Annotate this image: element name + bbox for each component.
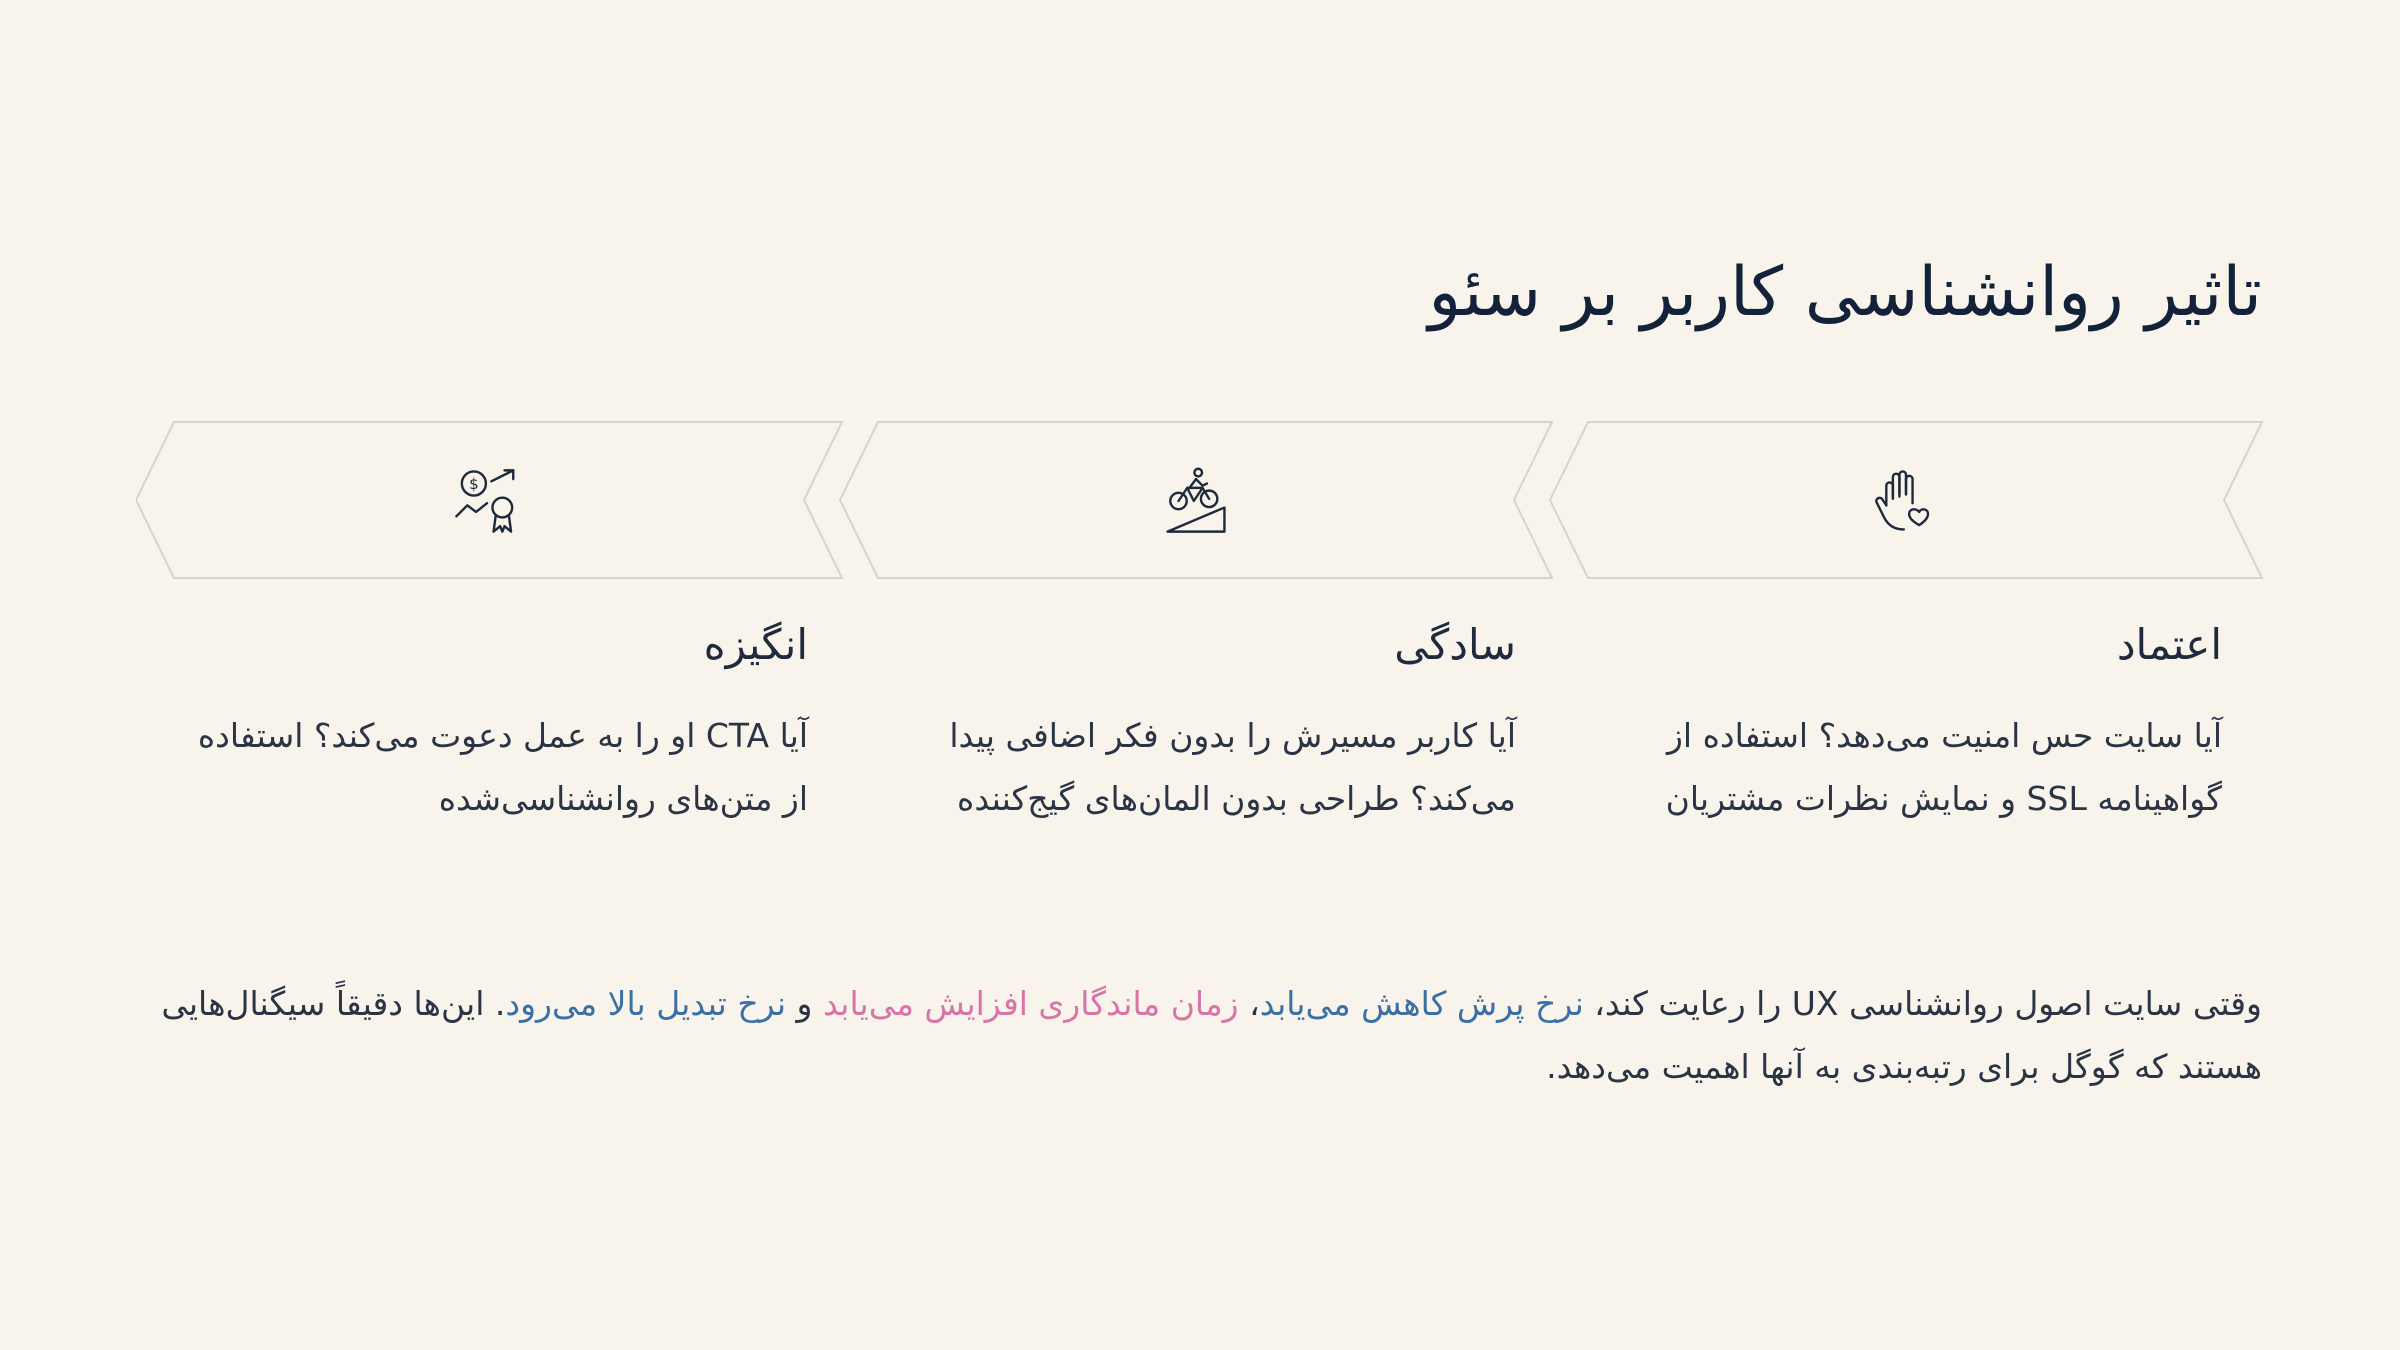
highlight-conversion-rate: نرخ تبدیل بالا می‌رود <box>505 984 787 1023</box>
card-trust <box>1582 620 2222 830</box>
summary-text: ، <box>1238 984 1260 1023</box>
summary-paragraph <box>122 972 2262 1098</box>
summary-text: وقتی سایت اصول روانشناسی UX را رعایت کند، <box>1583 984 2262 1023</box>
chevron-strip <box>136 420 2264 580</box>
card-heading: انگیزه <box>703 620 808 669</box>
highlight-bounce-rate: نرخ پرش کاهش می‌یابد <box>1259 984 1584 1023</box>
card-motivation <box>168 620 808 830</box>
card-heading: اعتماد <box>2116 620 2222 669</box>
cyclist-uphill-icon <box>1161 466 1231 536</box>
summary-text: و <box>786 984 823 1023</box>
page-title: تاثیر روانشناسی کاربر بر سئو <box>1428 253 2262 332</box>
card-simplicity <box>876 620 1516 830</box>
svg-text:$: $ <box>469 474 479 493</box>
hand-heart-icon <box>1871 466 1941 536</box>
card-body: آیا کاربر مسیرش را بدون فکر اضافی پیدا می‌کند؟ طراحی بدون المان‌های گیج‌کننده <box>949 716 1516 819</box>
card-heading: سادگی <box>1394 620 1516 669</box>
summary-text: . این‌ها دقیقاً سیگنال‌هایی هستند که گوگل برای رتبه‌بندی به آنها اهمیت می‌دهد. <box>161 984 2262 1086</box>
card-body: آیا CTA او را به عمل دعوت می‌کند؟ استفاده از متن‌های روانشناسی‌شده <box>197 716 808 819</box>
money-award-growth-icon <box>452 466 522 536</box>
card-body: آیا سایت حس امنیت می‌دهد؟ استفاده از گواهینامه SSL و نمایش نظرات مشتریان <box>1665 716 2222 819</box>
highlight-dwell-time: زمان ماندگاری افزایش می‌یابد <box>822 984 1239 1023</box>
